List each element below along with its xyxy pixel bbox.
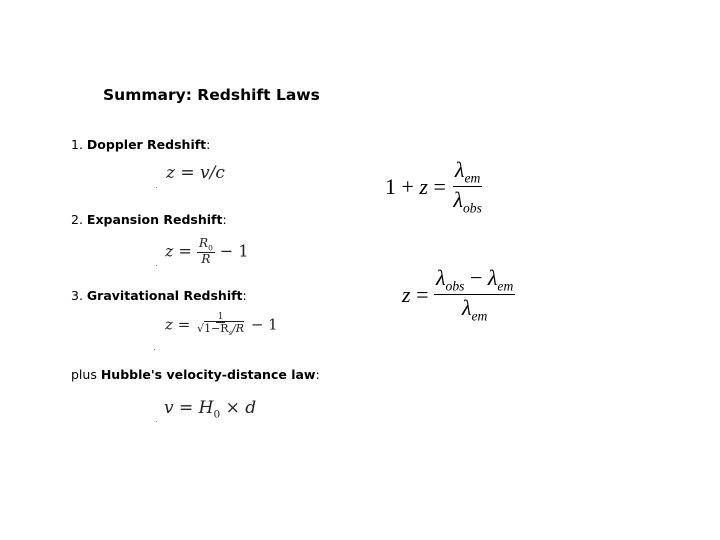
item-suffix: : <box>242 288 247 303</box>
item-number: 3. <box>71 288 83 303</box>
item-suffix: : <box>222 212 227 227</box>
item-name: Gravitational Redshift <box>86 288 243 303</box>
item-number: 2. <box>71 212 83 227</box>
ratio-equation: 1 + z = $\frac{\lambda_{em}}{\lambda_{obs}}$ <box>385 157 482 216</box>
item-doppler <box>71 137 210 152</box>
item-suffix: : <box>315 367 320 382</box>
gravitational-equation: z = $\frac{1}{√1-R_s/R}$ − 1 <box>165 312 278 338</box>
item-number: 1. <box>71 137 83 152</box>
expansion-equation: z = $\frac{R_0}{R}$ − 1 <box>165 236 249 267</box>
hubble-equation: $v = H_0 \times d$ <box>164 398 257 421</box>
item-name: Hubble's velocity-distance law <box>100 367 316 382</box>
difference-equation: z = $\frac{\lambda_{obs} - \lambda_{em}}{\lambda_{em}}$ <box>402 265 514 324</box>
item-suffix: : <box>206 137 211 152</box>
slide-title: Summary: Redshift Laws <box>103 86 320 104</box>
item-name: Doppler Redshift <box>86 137 207 152</box>
item-gravitational <box>71 288 247 303</box>
item-prefix: plus <box>71 367 97 382</box>
item-hubble <box>71 367 320 382</box>
doppler-equation: z = v/c <box>166 163 225 183</box>
item-expansion <box>71 212 227 227</box>
item-name: Expansion Redshift <box>86 212 223 227</box>
